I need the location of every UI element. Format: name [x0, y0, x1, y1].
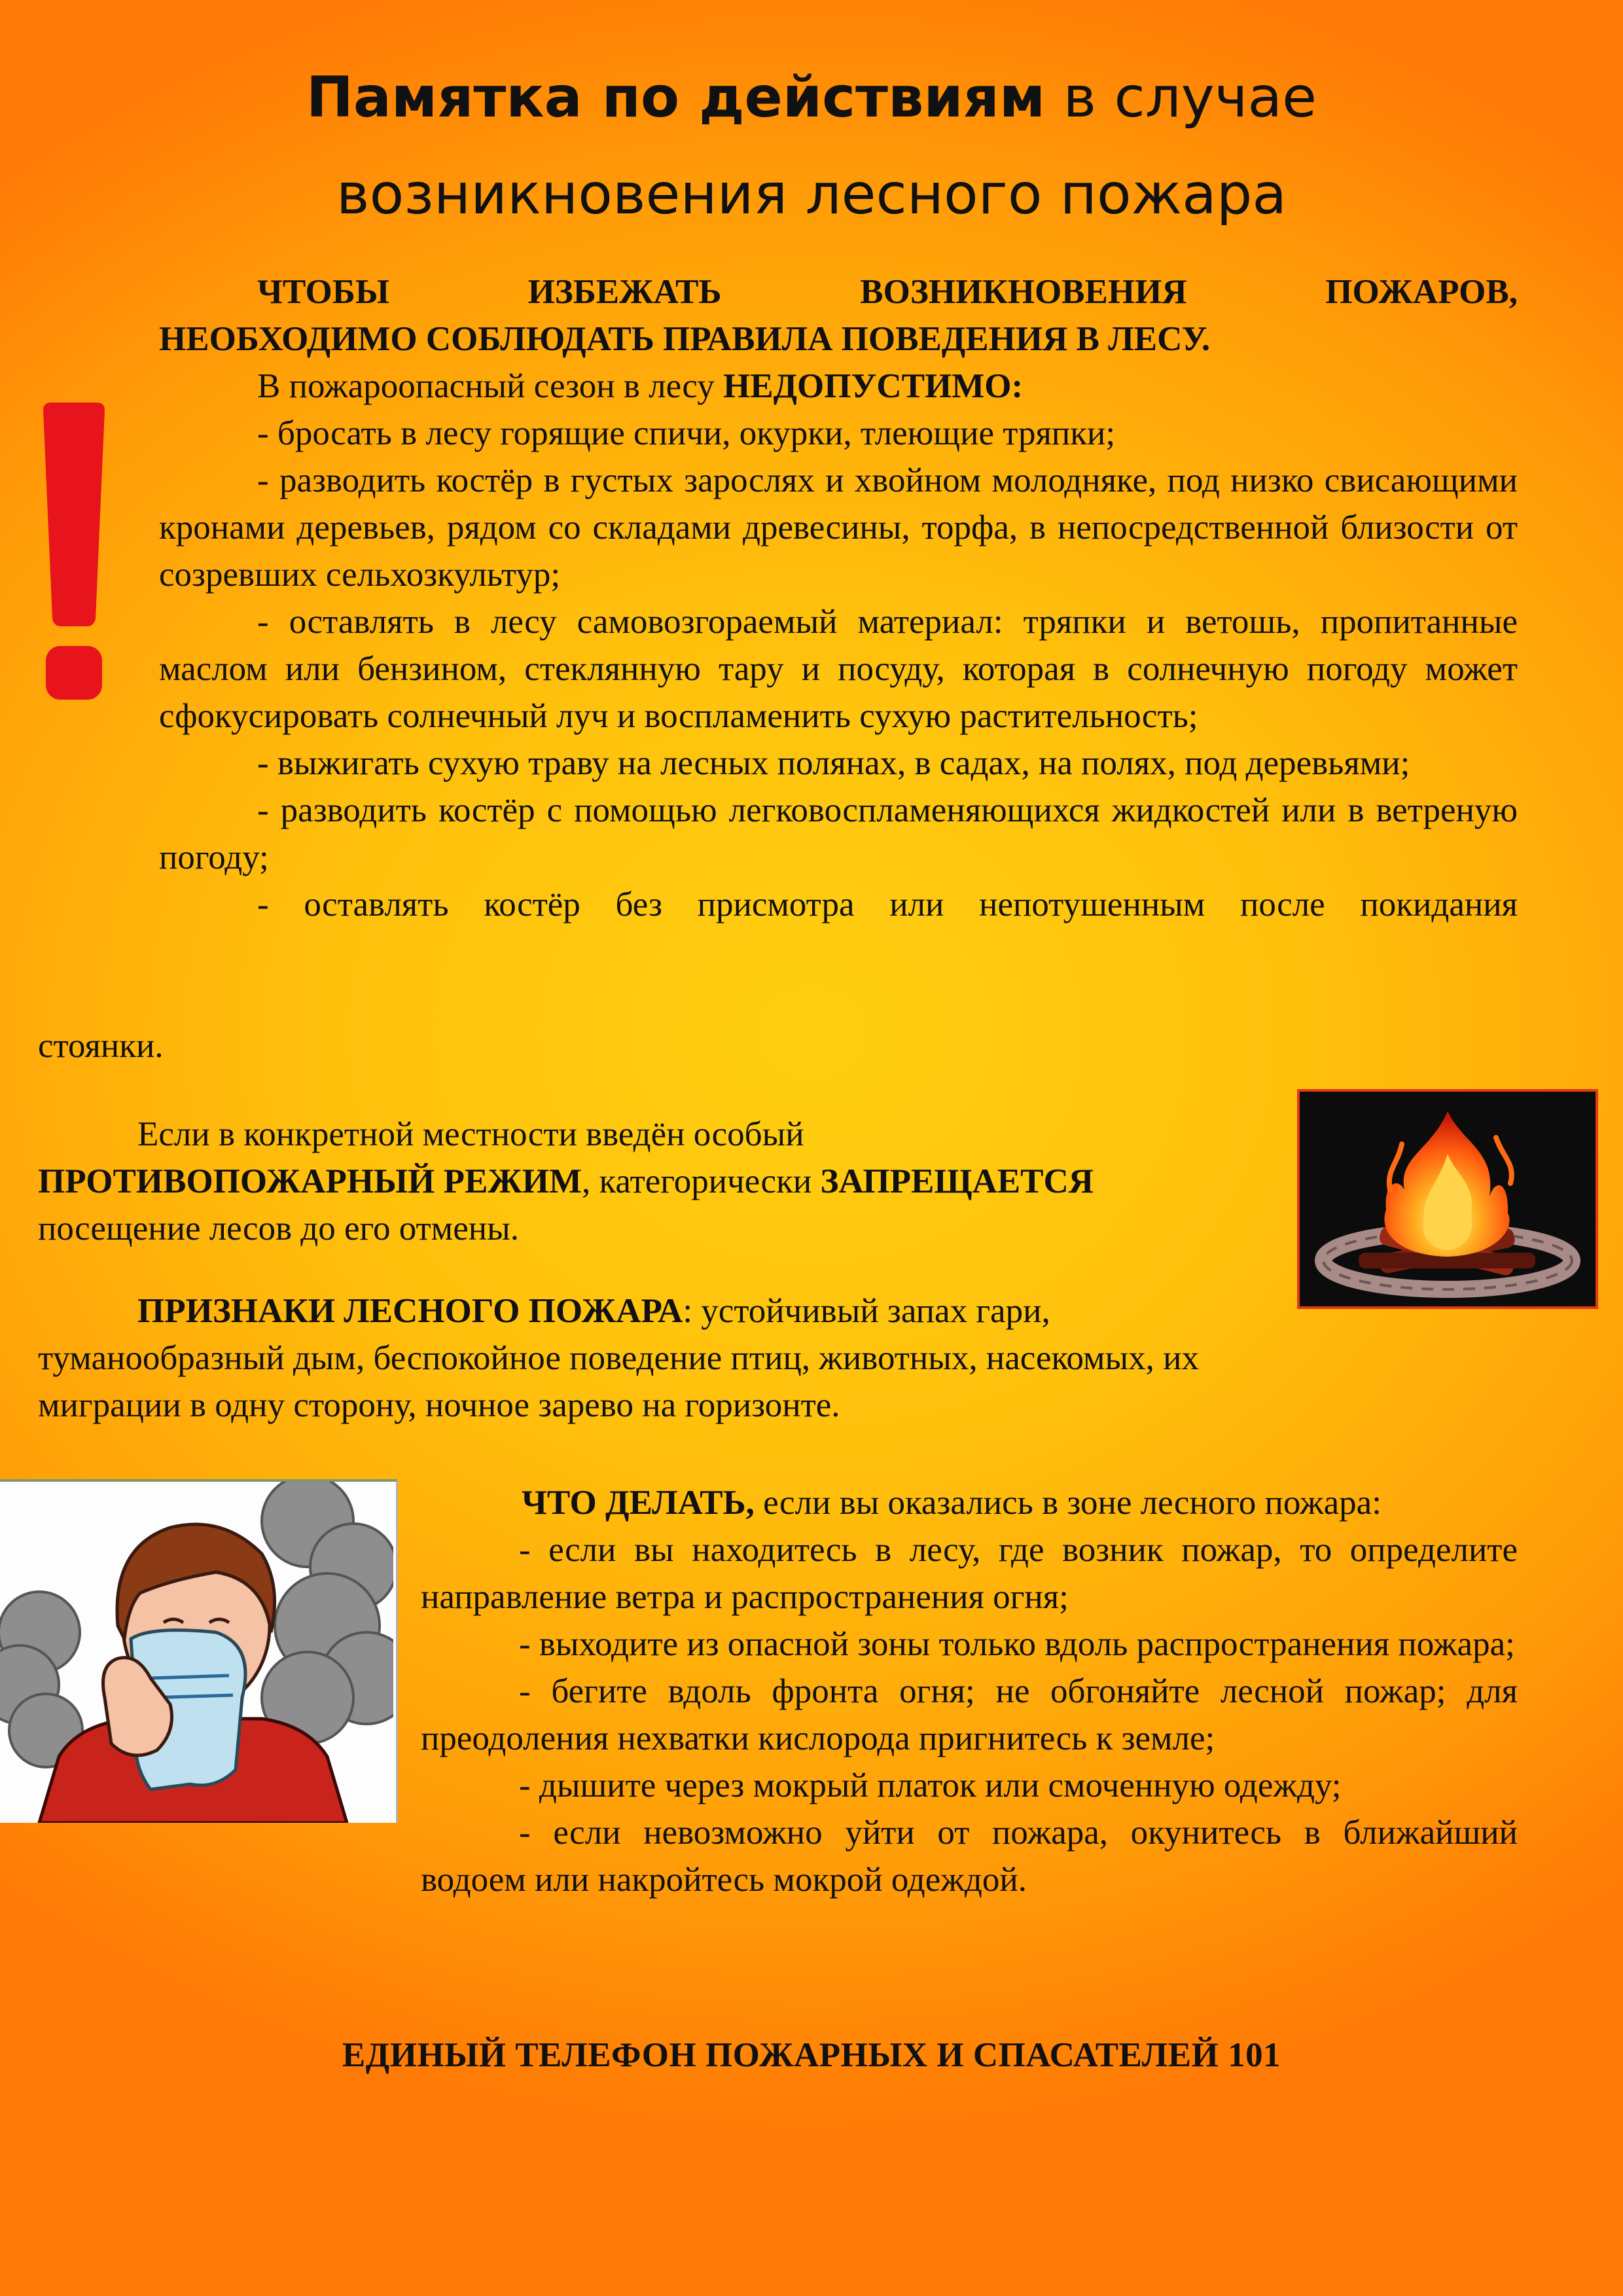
regime-mid: , категорически [581, 1162, 821, 1200]
signs-line-1 [38, 1287, 1412, 1335]
rule-item: - разводить костёр в густых зарослях и хвойном молодняке, под низко свисающими кронами деревьев, рядом со складами древесины, торфа, в непосредственной близости от созревших сельхозкультур; [159, 461, 1518, 594]
actions-heading-rest: если вы оказались в зоне лесного пожара: [754, 1484, 1382, 1522]
rule-item: - оставлять в лесу самовозгораемый материал: тряпки и ветошь, пропитанные маслом или бензином, стеклянную тару и посуду, которая в солнечную погоду может сфокусировать солнечный луч и воспламенить сухую растительность; [159, 603, 1518, 735]
season-lead: В пожароопасный сезон в лесу [257, 367, 724, 405]
signs-heading: ПРИЗНАКИ ЛЕСНОГО ПОЖАРА [137, 1292, 683, 1330]
regime-line-1: Если в конкретной местности введён особый [137, 1115, 804, 1153]
intro-word: ПОЖАРОВ, [1325, 273, 1518, 311]
title-line-1 [0, 49, 1623, 146]
rule-item: - выжигать сухую траву на лесных полянах, в садах, на полях, под деревьями; [257, 744, 1410, 782]
intro-heading [159, 268, 1518, 363]
intro-word: ЧТОБЫ [257, 273, 389, 311]
intro-word: ВОЗНИКНОВЕНИЯ [860, 273, 1187, 311]
season-statement [159, 363, 1518, 410]
person-covering-face-illustration [0, 1479, 398, 1823]
emergency-phone-footer: ЕДИНЫЙ ТЕЛЕФОН ПОЖАРНЫХ И СПАСАТЕЛЕЙ 101 [342, 2036, 1281, 2074]
title-bold-part: Памятка по действиям [306, 65, 1046, 130]
campfire-illustration [1297, 1089, 1598, 1309]
signs-line-2: туманообразный дым, беспокойное поведение птиц, животных, насекомых, их [38, 1339, 1200, 1377]
fire-regime-notice [38, 1111, 1281, 1252]
actions-heading: ЧТО ДЕЛАТЬ, [522, 1484, 755, 1522]
rule-item: - разводить костёр с помощью легковоспламеняющихся жидкостей или в ветреную погоду; [159, 791, 1518, 876]
regime-line-2 [38, 1158, 1281, 1205]
title-line-2: возникновения лесного пожара [336, 162, 1287, 227]
regime-line-3: посещение лесов до его отмены. [38, 1210, 519, 1247]
actions-section [421, 1479, 1518, 1903]
action-item: - выходите из опасной зоны только вдоль распространения пожара; [519, 1625, 1515, 1663]
intro-word: ИЗБЕЖАТЬ [527, 273, 722, 311]
title-rest-part: в случае [1045, 65, 1317, 130]
season-emphasis: НЕДОПУСТИМО: [723, 367, 1024, 405]
action-item: - бегите вдоль фронта огня; не обгоняйте лесной пожар; для преодоления нехватки кислорода пригнитесь к земле; [421, 1672, 1518, 1757]
fire-signs [38, 1287, 1412, 1429]
action-item: - если невозможно уйти от пожара, окунитесь в ближайший водоем или накройтесь мокрой одеждой. [421, 1814, 1518, 1899]
rules-section [159, 363, 1518, 928]
signs-line-3: миграции в одну сторону, ночное зарево на горизонте. [38, 1386, 840, 1424]
intro-heading-line-1 [159, 268, 1518, 315]
intro-heading-line-2: НЕОБХОДИМО СОБЛЮДАТЬ ПРАВИЛА ПОВЕДЕНИЯ В ЛЕСУ. [159, 320, 1211, 358]
action-item: - дышите через мокрый платок или смоченную одежду; [519, 1767, 1342, 1804]
page-title [0, 49, 1623, 243]
signs-line-1-rest: : устойчивый запах гари, [683, 1292, 1050, 1330]
rules-tail: стоянки. [38, 1027, 164, 1065]
regime-bold-1: ПРОТИВОПОЖАРНЫЙ РЕЖИМ [38, 1162, 582, 1200]
action-item: - если вы находитесь в лесу, где возник пожар, то определите направление ветра и распространения огня; [421, 1531, 1518, 1616]
rule-item: - бросать в лесу горящие спичи, окурки, тлеющие тряпки; [257, 414, 1116, 452]
exclamation-icon [38, 403, 110, 704]
actions-heading-line [421, 1479, 1518, 1526]
regime-bold-2: ЗАПРЕЩАЕТСЯ [820, 1162, 1094, 1200]
rule-item: - оставлять костёр без присмотра или непотушенным после покидания [257, 886, 1518, 924]
